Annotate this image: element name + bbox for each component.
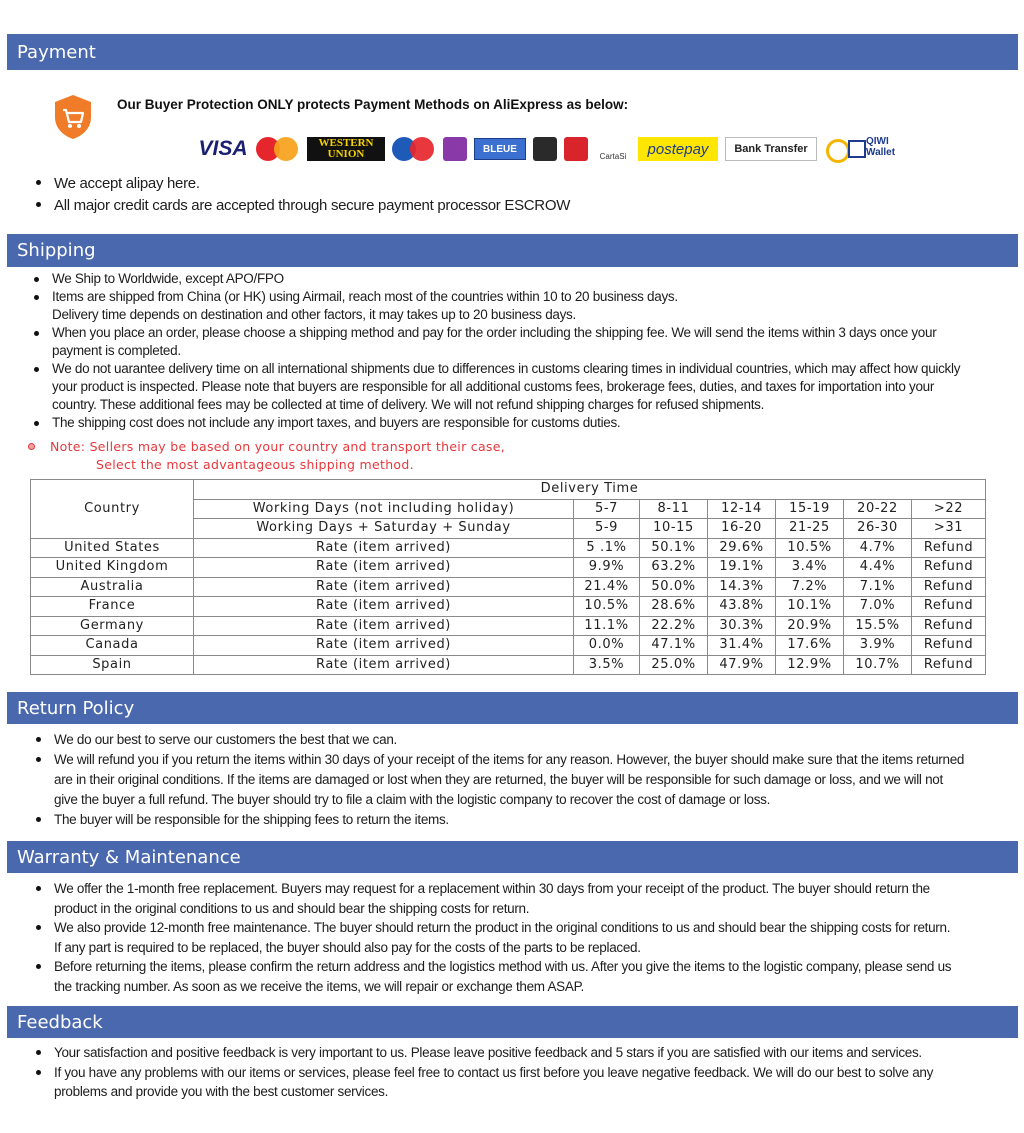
table-row xyxy=(31,538,986,558)
list-item-line: give the buyer a full refund. The buyer should try to file a claim with the logistic company to recover the cost of damage or loss. xyxy=(54,792,771,807)
rate-cell: 10.5% xyxy=(574,597,640,617)
rate-cell: 4.4% xyxy=(844,558,912,578)
table-row xyxy=(31,597,986,617)
rate-cell: 47.1% xyxy=(640,636,708,656)
rate-label-cell: Rate (item arrived) xyxy=(194,655,574,675)
qiwi-line1: QIWI xyxy=(866,136,889,147)
rate-cell: 30.3% xyxy=(708,616,776,636)
rate-cell: 20.9% xyxy=(776,616,844,636)
range-cell: 5-7 xyxy=(574,499,640,519)
country-cell: Canada xyxy=(31,636,194,656)
rate-cell: 31.4% xyxy=(708,636,776,656)
list-item: We do our best to serve our customers the best that we can. xyxy=(26,730,964,750)
boleto-logo xyxy=(533,137,557,161)
table-row xyxy=(31,558,986,578)
list-item: We accept alipay here. xyxy=(26,173,570,195)
range-cell: 15-19 xyxy=(776,499,844,519)
country-cell: United States xyxy=(31,538,194,558)
rate-cell: 7.1% xyxy=(844,577,912,597)
list-item xyxy=(26,750,964,810)
range-cell: 10-15 xyxy=(640,519,708,539)
rate-cell: 3.5% xyxy=(574,655,640,675)
rate-cell: 9.9% xyxy=(574,558,640,578)
shipping-title: Shipping xyxy=(17,240,96,261)
rate-cell: 29.6% xyxy=(708,538,776,558)
rate-cell: 14.3% xyxy=(708,577,776,597)
list-item-line: When you place an order, please choose a shipping method and pay for the order including the shipping fee. We will send the items within 3 days once your xyxy=(52,325,937,340)
range-cell: 5-9 xyxy=(574,519,640,539)
rate-label-cell: Rate (item arrived) xyxy=(194,636,574,656)
note-line-2: Select the most advantageous shipping method. xyxy=(96,457,414,472)
list-item-line: Items are shipped from China (or HK) using Airmail, reach most of the countries within 10 to 20 business days. xyxy=(52,289,678,304)
western-union-logo xyxy=(307,137,385,161)
shipping-note xyxy=(28,438,505,474)
list-item-line: country. These additional fees may be collected at time of delivery. We will not refund shipping charges for refused shipments. xyxy=(52,397,765,412)
list-item-line: are in their original conditions. If the items are damaged or lost when they are returned, the buyer will be responsible for such damage or loss, and we will not xyxy=(54,772,943,787)
section-header-payment xyxy=(7,34,1018,70)
list-item-line: product in the original conditions to us and should bear the shipping costs for return. xyxy=(54,900,530,916)
rate-cell: 4.7% xyxy=(844,538,912,558)
country-cell: Australia xyxy=(31,577,194,597)
table-row xyxy=(31,616,986,636)
range-cell: >22 xyxy=(912,499,986,519)
shipping-list xyxy=(24,270,960,432)
payment-list xyxy=(26,173,570,217)
list-item xyxy=(26,918,951,957)
paysafe-logo xyxy=(443,137,467,161)
range-cell: 26-30 xyxy=(844,519,912,539)
rate-cell: 3.9% xyxy=(844,636,912,656)
rate-cell: Refund xyxy=(912,636,986,656)
warranty-title: Warranty & Maintenance xyxy=(17,846,241,868)
list-item xyxy=(26,879,951,918)
note-line-1: Note: Sellers may be based on your country and transport their case, xyxy=(50,439,505,454)
rate-cell: Refund xyxy=(912,538,986,558)
list-item: Your satisfaction and positive feedback is very important to us. Please leave positive feedback and 5 stars if you are satisfied with our items and services. xyxy=(26,1043,933,1063)
list-item-line: Delivery time depends on destination and other factors, it may takes up to 20 business days. xyxy=(52,307,576,322)
range-cell: 20-22 xyxy=(844,499,912,519)
return-policy-title: Return Policy xyxy=(17,697,135,719)
shield-cart-icon xyxy=(51,93,95,141)
list-item-line: We do not uarantee delivery time on all international shipments due to differences in customs clearing times in individual countries, which may affect how quickly xyxy=(52,361,961,376)
rate-cell: 17.6% xyxy=(776,636,844,656)
rate-cell: 50.1% xyxy=(640,538,708,558)
rate-cell: 15.5% xyxy=(844,616,912,636)
country-cell: Germany xyxy=(31,616,194,636)
list-item-line: If any part is required to be replaced, the buyer should also pay for the costs of the parts to be replaced. xyxy=(54,939,641,955)
bank-transfer-logo: Bank Transfer xyxy=(725,137,817,161)
maestro-logo xyxy=(392,137,436,161)
range-cell: 16-20 xyxy=(708,519,776,539)
mastercard-logo xyxy=(256,137,300,161)
range-cell: 12-14 xyxy=(708,499,776,519)
rate-cell: 25.0% xyxy=(640,655,708,675)
working-days-weekend-label: Working Days + Saturday + Sunday xyxy=(194,519,574,539)
rate-cell: 11.1% xyxy=(574,616,640,636)
rate-cell: 28.6% xyxy=(640,597,708,617)
list-item-line: If you have any problems with our items or services, please feel free to contact us first before you leave negative feedback. We will do our best to solve any xyxy=(54,1064,934,1080)
note-bullet-icon xyxy=(28,443,35,450)
sofort-logo xyxy=(564,137,588,161)
rate-cell: Refund xyxy=(912,577,986,597)
payment-title: Payment xyxy=(17,41,96,63)
rate-label-cell: Rate (item arrived) xyxy=(194,558,574,578)
list-item xyxy=(26,957,951,996)
list-item-line: payment is completed. xyxy=(52,343,181,358)
list-item xyxy=(24,324,960,360)
list-item-line: We also provide 12-month free maintenance. The buyer should return the product in the original conditions to us and should bear the shipping costs for return. xyxy=(54,920,951,935)
rate-cell: 10.1% xyxy=(776,597,844,617)
rate-cell: 7.2% xyxy=(776,577,844,597)
rate-cell: 0.0% xyxy=(574,636,640,656)
rate-cell: 7.0% xyxy=(844,597,912,617)
range-cell: 21-25 xyxy=(776,519,844,539)
list-item-line: We will refund you if you return the items within 30 days of your receipt of the items for any reason. However, the buyer should make sure that the items returned xyxy=(54,752,965,767)
feedback-title: Feedback xyxy=(17,1011,103,1033)
return-policy-list xyxy=(26,730,964,830)
rate-label-cell: Rate (item arrived) xyxy=(194,538,574,558)
rate-cell: Refund xyxy=(912,616,986,636)
rate-label-cell: Rate (item arrived) xyxy=(194,616,574,636)
cartasi-logo: CartaSi xyxy=(599,152,627,161)
delivery-time-table xyxy=(30,479,986,675)
list-item-line: problems and provide you with the best customer services. xyxy=(54,1084,389,1099)
list-item: All major credit cards are accepted through secure payment processor ESCROW xyxy=(26,195,570,217)
country-cell: Spain xyxy=(31,655,194,675)
country-cell: France xyxy=(31,597,194,617)
qiwi-wallet-logo xyxy=(824,136,914,162)
rate-cell: Refund xyxy=(912,655,986,675)
range-cell: >31 xyxy=(912,519,986,539)
list-item: The buyer will be responsible for the shipping fees to return the items. xyxy=(26,810,964,830)
rate-cell: 19.1% xyxy=(708,558,776,578)
rate-cell: 12.9% xyxy=(776,655,844,675)
feedback-list xyxy=(26,1043,933,1102)
rate-cell: Refund xyxy=(912,597,986,617)
list-item xyxy=(24,288,960,324)
working-days-label: Working Days (not including holiday) xyxy=(194,499,574,519)
rate-cell: 10.7% xyxy=(844,655,912,675)
rate-cell: 47.9% xyxy=(708,655,776,675)
warranty-list xyxy=(26,879,951,996)
rate-label-cell: Rate (item arrived) xyxy=(194,597,574,617)
rate-cell: 5 .1% xyxy=(574,538,640,558)
qiwi-line2: Wallet xyxy=(866,147,896,158)
section-header-shipping xyxy=(7,234,1018,267)
rate-cell: 63.2% xyxy=(640,558,708,578)
rate-cell: Refund xyxy=(912,558,986,578)
list-item xyxy=(24,360,960,414)
list-item-line: We offer the 1-month free replacement. Buyers may request for a replacement within 30 days from your receipt of the product. The buyer should return the xyxy=(54,881,930,896)
delivery-time-header: Delivery Time xyxy=(194,480,986,500)
carte-bleue-logo: BLEUE xyxy=(474,138,526,160)
rate-cell: 43.8% xyxy=(708,597,776,617)
country-cell: United Kingdom xyxy=(31,558,194,578)
list-item xyxy=(26,1063,933,1102)
section-header-warranty xyxy=(7,841,1018,873)
western-union-line1: WESTERN xyxy=(318,137,374,149)
section-header-return-policy xyxy=(7,692,1018,724)
range-cell: 8-11 xyxy=(640,499,708,519)
list-item: We Ship to Worldwide, except APO/FPO xyxy=(24,270,960,288)
list-item-line: the tracking number. As soon as we receive the items, we will repair or exchange them ASAP. xyxy=(54,978,584,994)
list-item-line: Before returning the items, please confirm the return address and the logistics method with us. After you give the items to the logistic company, please send us xyxy=(54,959,952,974)
postepay-logo: postepay xyxy=(638,137,718,161)
western-union-line2: UNION xyxy=(327,148,365,160)
visa-logo: VISA xyxy=(198,137,248,160)
table-row xyxy=(31,577,986,597)
rate-cell: 50.0% xyxy=(640,577,708,597)
list-item: The shipping cost does not include any import taxes, and buyers are responsible for customs duties. xyxy=(24,414,960,432)
table-row xyxy=(31,636,986,656)
payment-methods-logos xyxy=(197,134,917,164)
rate-cell: 21.4% xyxy=(574,577,640,597)
buyer-protection-text: Our Buyer Protection ONLY protects Payment Methods on AliExpress as below: xyxy=(117,97,629,112)
rate-label-cell: Rate (item arrived) xyxy=(194,577,574,597)
list-item-line: your product is inspected. Please note that buyers are responsible for all additional customs fees, brokerage fees, duties, and taxes for importation into your xyxy=(52,379,935,394)
rate-cell: 3.4% xyxy=(776,558,844,578)
section-header-feedback xyxy=(7,1006,1018,1038)
country-header: Country xyxy=(31,480,194,539)
table-row xyxy=(31,655,986,675)
rate-cell: 22.2% xyxy=(640,616,708,636)
rate-cell: 10.5% xyxy=(776,538,844,558)
